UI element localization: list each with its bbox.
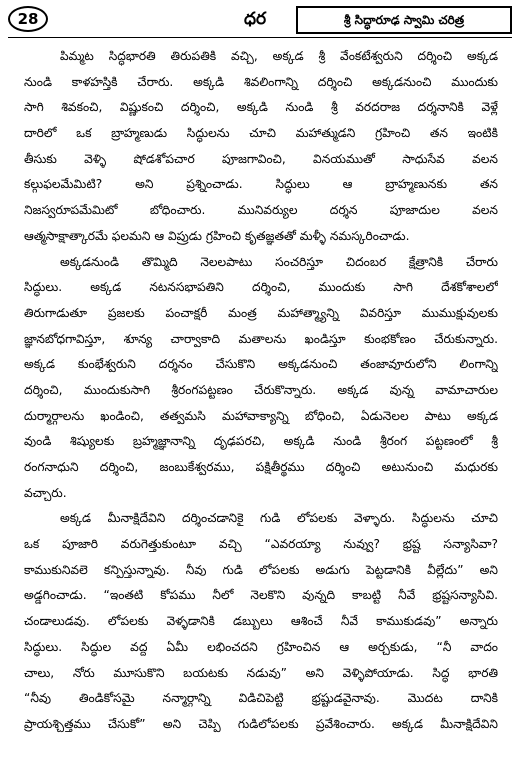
text-line: వచ్చారు.: [24, 485, 67, 500]
header-logo: ధర: [243, 9, 267, 29]
text-line: “నీవు తిండికోసమై నన్మార్గాన్ని విడిచిపెట్టి భ్రష్టుడవైనావు. మొదట దానికి: [24, 691, 498, 706]
text-line: సిద్ధులు. సిద్ధుల వద్ద ఏమీ లభించదని గ్రహించిన ఆ అర్చకుడు, “నీ వాదం: [24, 639, 498, 654]
text-line: ఆత్మసాక్షాత్కారమే ఫలమని ఆ విప్రుడు గ్రహించి కృతజ్ఞతతో మళ్ళీ నమస్కరించాడు.: [24, 228, 410, 243]
text-line: అక్కడ కుంభేశ్వరుని దర్శనం చేసుకొని అక్కడనుంచి తంజావూరులోని లింగాన్ని: [24, 357, 498, 372]
page-number: 28: [8, 6, 48, 32]
page-body: [24, 44, 498, 738]
text-line: రంగనాధుని దర్శించి, జంబుకేశ్వరము, పక్షితీర్థము దర్శించి అటునుంచి మధురకు: [24, 460, 498, 474]
text-line: దారిలో ఒక బ్రాహ్మణుడు సిద్ధులను చూచి మహాత్ముడని గ్రహించి తన ఇంటికి: [24, 126, 498, 141]
text-line: అక్కడ మీనాక్షిదేవిని దర్శించడానికై గుడి లోపలకు వెళ్ళారు. సిద్ధులను చూచి: [60, 511, 498, 526]
text-line: దుర్మార్గాలను ఖండించి, తత్వమసి మహావాక్యాన్ని బోధించి, ఏడునెలల పాటు అక్కడ: [24, 408, 498, 423]
text-line: కల్గుఫలమేమిటి? అని ప్రశ్నించాడు. సిద్ధులు ఆ బ్రాహ్మణునకు తన: [24, 177, 498, 192]
text-line: జ్ఞానబోధగావిస్తూ, శూన్య చార్వాకాది మతాలను ఖండిస్తూ కుంభకోణం చేరుకున్నారు.: [24, 331, 498, 346]
paragraph: [24, 506, 498, 737]
text-line: అక్కడనుండి తొమ్మిది నెలలపాటు సంచరిస్తూ చిదంబర క్షేత్రానికి చేరారు: [60, 254, 498, 269]
text-line: సిద్ధులు. అక్కడ నటనసభాపతిని దర్శించి, ముందుకు సాగి దేశకోశాలలో: [24, 280, 498, 295]
book-title: శ్రీ సిద్ధారూఢ స్వామి చరిత్ర: [296, 6, 512, 34]
text-line: చాలు, నోరు మూసుకొని బయటకు నడువు” అని వెళ్ళిపోయాడు. సిద్ధ భారతి: [24, 665, 498, 680]
text-line: కాముకునివలె కన్పిస్తున్నావు. నీవు గుడి లోపలకు అడుగు పెట్టడానికి వీల్లేదు” అని: [24, 562, 498, 577]
paragraph: [24, 44, 498, 250]
text-line: తిరుగాడుతూ ప్రజలకు పంచాక్షరీ మంత్ర మహాత్మ్యాన్ని వివరిస్తూ ముముక్షువులకు: [24, 305, 498, 320]
text-line: దర్శించి, ముందుకుసాగి శ్రీరంగపట్టణం చేరుకొన్నారు. అక్కడ వున్న వామాచారుల: [24, 382, 498, 397]
text-line: తీసుకు వెళ్ళి షోడశోపచార పూజగావించి, వినయముతో సాధుసేవ వలన: [24, 151, 498, 166]
text-line: అడ్డగించాడు. “ఇంతటి కోపము నీలో నెలకొని వున్నది కాబట్టి నీవే భ్రష్టసన్యాసివి.: [24, 588, 498, 603]
text-line: సాగి శివకంచి, విష్ణుకంచి దర్శించి, అక్కడి నుండి శ్రీ వరదరాజ దర్శనానికి వెళ్లే: [24, 100, 498, 115]
text-line: వుండి శిష్యులకు బ్రహ్మజ్ఞానాన్ని దృఢపరచి, అక్కడి నుండి శ్రీరంగ పట్టణంలో శ్రీ: [24, 434, 498, 449]
paragraphs: [24, 44, 498, 738]
text-line: నిజస్వరూపమేమిటో బోధించారు. మునివర్యుల దర్శన పూజాదుల వలన: [24, 203, 498, 218]
header-divider: [8, 37, 512, 38]
paragraph: [24, 250, 498, 507]
text-line: చండాలుడవు. లోపలకు వెళ్ళడానికి డబ్బులు ఆశించే నీవే కాముకుడవు” అన్నారు: [24, 614, 498, 629]
text-line: ఒక పూజారి వరుగెత్తుకుంటూ వచ్చి “ఎవరయ్యా నువ్వు? భ్రష్ట సన్యాసివా?: [24, 537, 498, 552]
text-line: పిమ్మట సిద్ధభారతి తిరుపతికి వచ్చి, అక్కడ శ్రీ వేంకటేశ్వరుని దర్శించి అక్కడ: [60, 49, 498, 63]
text-line: ప్రాయశ్చిత్తము చేసుకో” అని చెప్పి గుడిలోపలకు ప్రవేశించారు. అక్కడ మీనాక్షిదేవిని: [24, 716, 498, 731]
page-header: [8, 6, 512, 36]
text-line: నుండి కాళహస్తికి చేరారు. అక్కడి శివలింగాన్ని దర్శించి అక్కడనుంచి ముందుకు: [24, 74, 498, 89]
